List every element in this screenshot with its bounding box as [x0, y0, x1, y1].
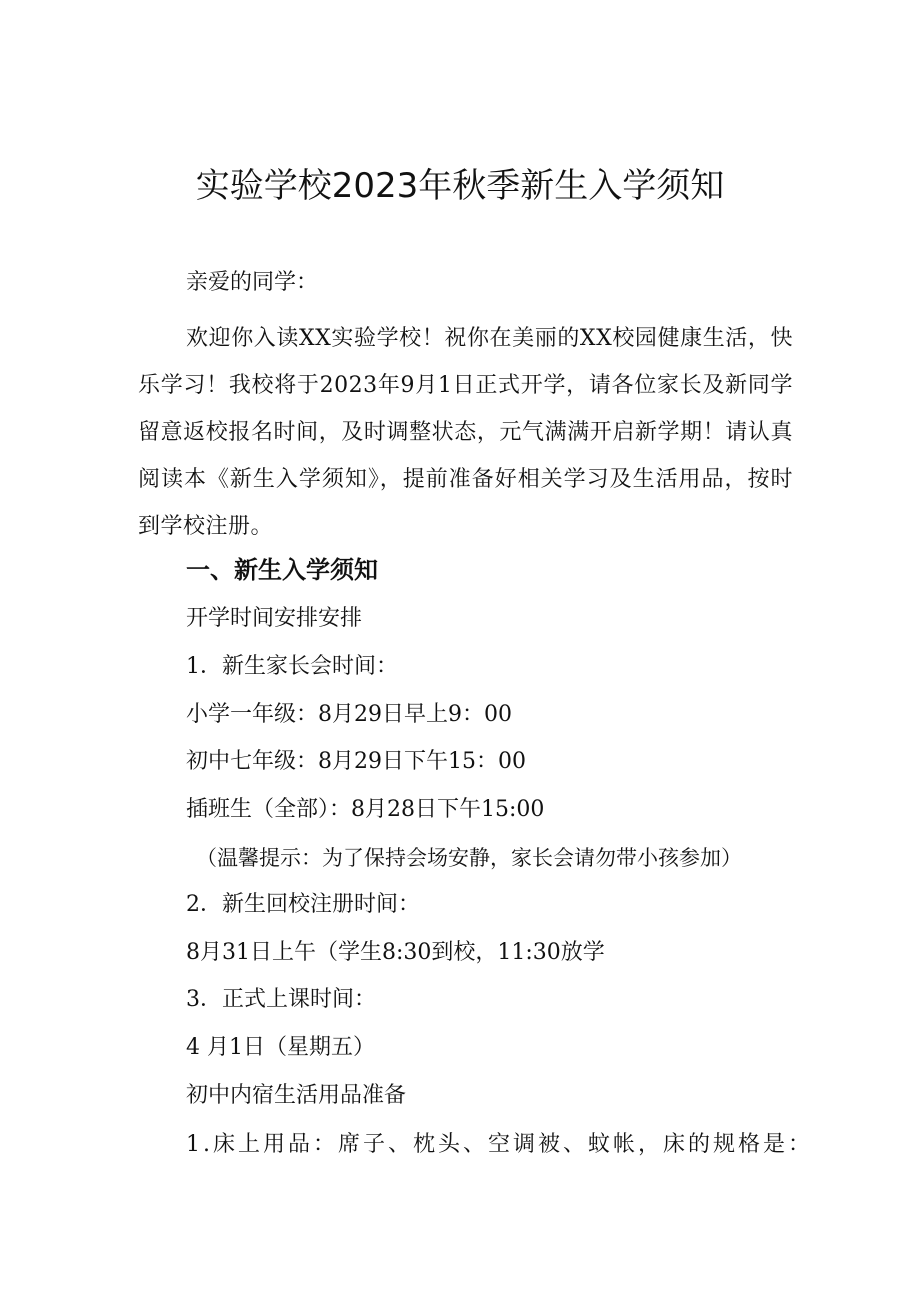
- class-start-heading: 3．正式上课时间：: [186, 987, 376, 1012]
- transfer-meeting-time: 插班生（全部）：8月28日下午15:00: [186, 797, 545, 822]
- registration-heading: 2．新生回校注册时间：: [186, 892, 420, 917]
- greeting: 亲爱的同学：: [186, 270, 319, 295]
- grade7-meeting-time: 初中七年级：8月29日下午15：00: [186, 749, 526, 774]
- document-title: 实验学校2023年秋季新生入学须知: [195, 166, 725, 206]
- schedule-heading: 开学时间安排安排: [186, 606, 363, 631]
- parent-meeting-heading: 1．新生家长会时间：: [186, 654, 398, 679]
- meeting-reminder: （温馨提示：为了保持会场安静，家长会请勿带小孩参加）: [196, 846, 742, 870]
- intro-paragraph: 欢迎你入读XX实验学校！祝你在美丽的XX校园健康生活，快乐学习！我校将于2023年9月1日正式开学，请各位家长及新同学留意返校报名时间，及时调整状态，元气满满开启新学期！请认真阅读本《新生入学须知》，提前准备好相关学习及生活用品，按时到学校注册。: [138, 326, 793, 539]
- registration-time: 8月31日上午（学生8:30到校，11:30放学: [186, 940, 605, 965]
- class-start-date: 4 月1日（星期五）: [186, 1035, 375, 1060]
- section-heading-1: 一、新生入学须知: [186, 556, 378, 584]
- bedding-item: 1.床上用品：席子、枕头、空调被、蚊帐，床的规格是：: [186, 1132, 813, 1157]
- grade1-meeting-time: 小学一年级：8月29日早上9：00: [186, 702, 512, 727]
- boarding-supplies-heading: 初中内宿生活用品准备: [186, 1083, 407, 1108]
